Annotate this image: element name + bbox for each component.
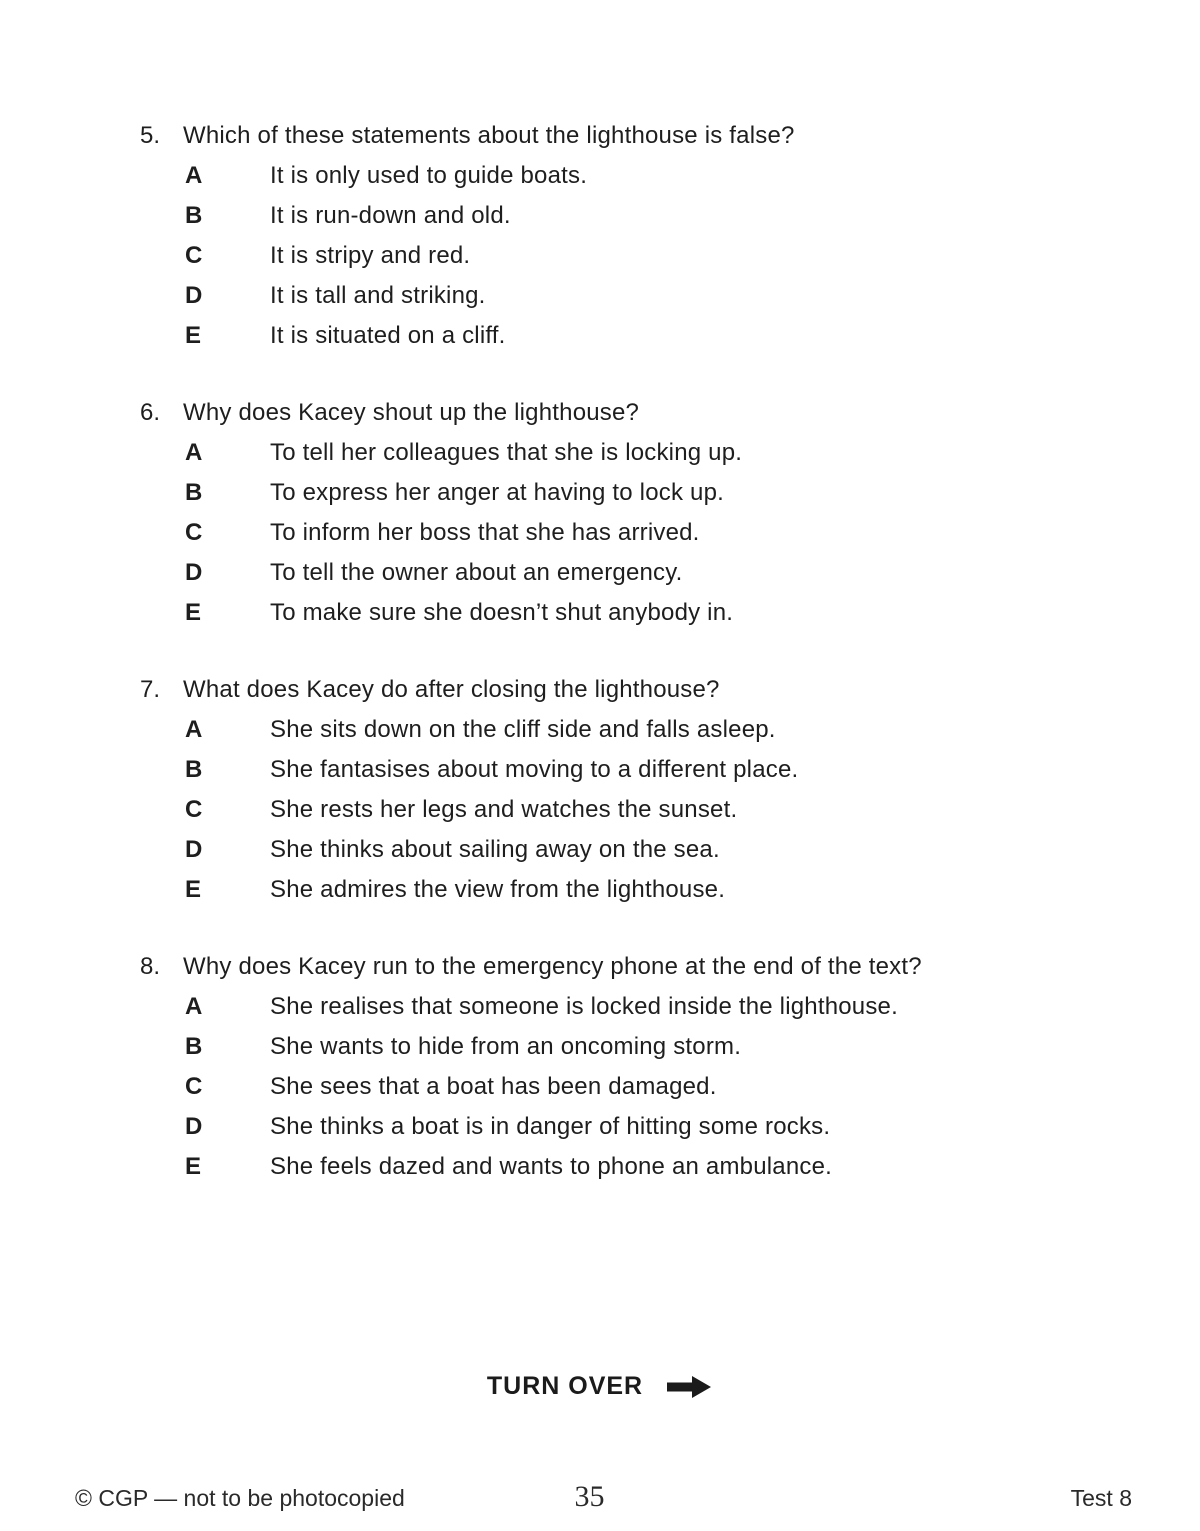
turn-over-indicator	[0, 1372, 1200, 1401]
question-header	[140, 947, 1150, 987]
option-letter: E	[185, 876, 202, 903]
option-text: It is stripy and red.	[270, 242, 471, 269]
question-number: 7.	[140, 676, 161, 703]
option-row	[140, 870, 1150, 910]
option-text: It is situated on a cliff.	[270, 322, 506, 349]
option-text: To express her anger at having to lock up.	[270, 479, 724, 506]
question-7	[140, 670, 1150, 910]
option-letter: D	[185, 1113, 203, 1140]
option-letter: B	[185, 1033, 203, 1060]
question-header	[140, 116, 1150, 156]
option-text: It is run-down and old.	[270, 202, 511, 229]
option-letter: C	[185, 796, 203, 823]
option-letter: B	[185, 202, 203, 229]
option-row	[140, 710, 1150, 750]
option-text: She rests her legs and watches the sunset.	[270, 796, 738, 823]
footer-copyright: © CGP — not to be photocopied	[75, 1485, 405, 1511]
option-letter: B	[185, 479, 203, 506]
footer-test-label: Test 8	[1070, 1485, 1132, 1511]
question-6	[140, 393, 1150, 633]
option-text: She sees that a boat has been damaged.	[270, 1073, 717, 1100]
option-letter: A	[185, 716, 203, 743]
turn-over-label: TURN OVER	[486, 1372, 644, 1400]
option-row	[140, 593, 1150, 633]
option-text: She feels dazed and wants to phone an ambulance.	[270, 1153, 832, 1180]
option-text: She sits down on the cliff side and falls asleep.	[270, 716, 776, 743]
option-row	[140, 1067, 1150, 1107]
right-arrow-icon	[665, 1374, 713, 1400]
option-letter: C	[185, 1073, 203, 1100]
option-text: To tell the owner about an emergency.	[270, 559, 683, 586]
option-row	[140, 1027, 1150, 1067]
question-5	[140, 116, 1150, 356]
option-row	[140, 1107, 1150, 1147]
option-text: To tell her colleagues that she is locking up.	[270, 439, 743, 466]
option-letter: C	[185, 519, 203, 546]
question-header	[140, 393, 1150, 433]
option-row	[140, 987, 1150, 1027]
option-row	[140, 790, 1150, 830]
page-footer	[75, 1480, 1132, 1514]
option-text: She wants to hide from an oncoming storm.	[270, 1033, 742, 1060]
question-header	[140, 670, 1150, 710]
questions-section	[140, 116, 1150, 1224]
question-text: Which of these statements about the lighthouse is false?	[183, 122, 795, 149]
question-number: 8.	[140, 953, 161, 980]
option-letter: D	[185, 282, 203, 309]
option-text: She thinks a boat is in danger of hitting some rocks.	[270, 1113, 831, 1140]
option-row	[140, 513, 1150, 553]
option-row	[140, 156, 1150, 196]
question-text: Why does Kacey run to the emergency phone at the end of the text?	[183, 953, 922, 980]
option-row	[140, 1147, 1150, 1187]
option-text: It is tall and striking.	[270, 282, 486, 309]
option-letter: C	[185, 242, 203, 269]
question-8	[140, 947, 1150, 1187]
option-row	[140, 236, 1150, 276]
option-text: It is only used to guide boats.	[270, 162, 588, 189]
option-letter: E	[185, 322, 202, 349]
option-text: She admires the view from the lighthouse.	[270, 876, 726, 903]
option-letter: A	[185, 439, 203, 466]
option-row	[140, 553, 1150, 593]
option-letter: E	[185, 1153, 202, 1180]
option-text: She fantasises about moving to a different place.	[270, 756, 799, 783]
option-text: To inform her boss that she has arrived.	[270, 519, 700, 546]
question-text: Why does Kacey shout up the lighthouse?	[183, 399, 640, 426]
option-letter: D	[185, 559, 203, 586]
page-number: 35	[574, 1480, 605, 1513]
option-letter: E	[185, 599, 202, 626]
option-row	[140, 473, 1150, 513]
option-text: She thinks about sailing away on the sea.	[270, 836, 720, 863]
option-row	[140, 433, 1150, 473]
option-letter: B	[185, 756, 203, 783]
option-letter: A	[185, 993, 203, 1020]
option-text: To make sure she doesn’t shut anybody in.	[270, 599, 734, 626]
option-row	[140, 750, 1150, 790]
option-letter: D	[185, 836, 203, 863]
option-text: She realises that someone is locked inside the lighthouse.	[270, 993, 898, 1020]
option-row	[140, 276, 1150, 316]
question-number: 5.	[140, 122, 161, 149]
question-text: What does Kacey do after closing the lighthouse?	[183, 676, 720, 703]
question-number: 6.	[140, 399, 161, 426]
option-row	[140, 196, 1150, 236]
option-row	[140, 316, 1150, 356]
option-letter: A	[185, 162, 203, 189]
option-row	[140, 830, 1150, 870]
